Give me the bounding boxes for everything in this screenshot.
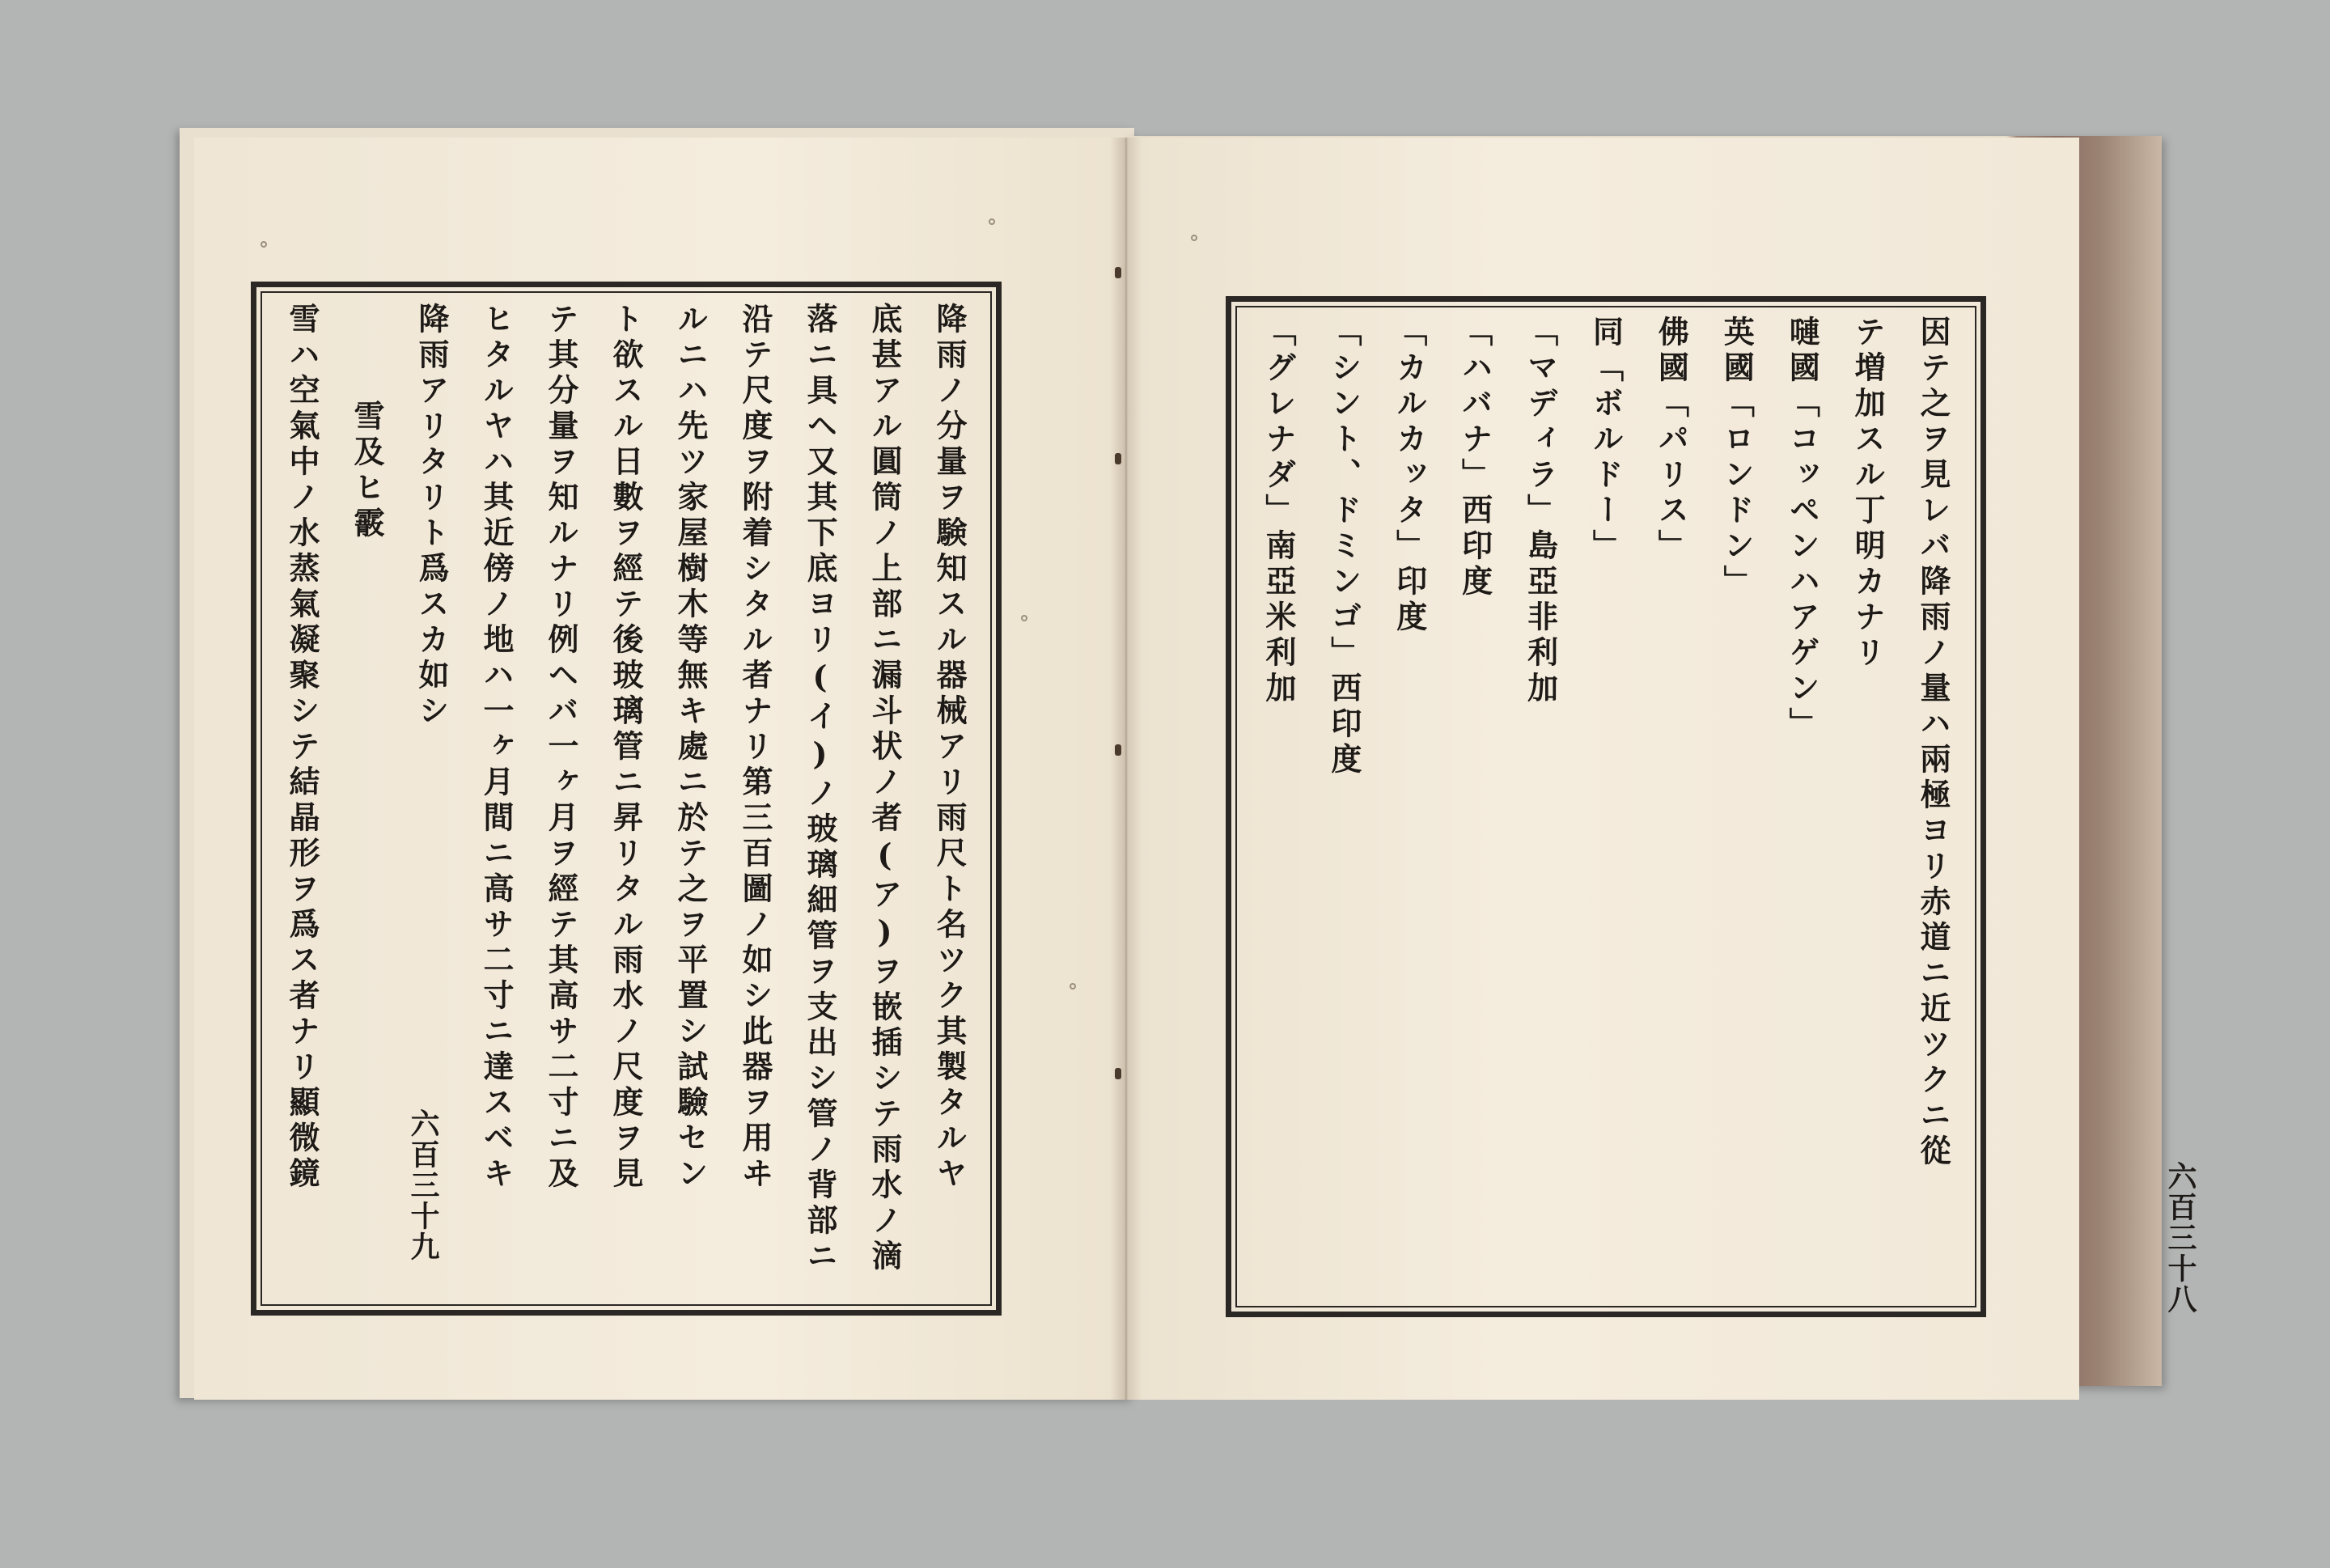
text-column: テ其分量ヲ知ルナリ例ヘバ一ヶ月ヲ經テ其高サ二寸ニ及 (543, 303, 579, 1193)
rainfall-entry (1442, 316, 1508, 1303)
location-name: 「グレナダ」南亞米利加 (1260, 316, 1297, 707)
text-column: ヒタルヤハ其近傍ノ地ハ一ヶ月間ニ高サ二寸ニ達スベキ (478, 303, 515, 1193)
rainfall-entry (1574, 316, 1639, 1303)
page-number-left: 六百三十九 (406, 1108, 440, 1262)
left-page-text (270, 303, 982, 1298)
right-page-text (1246, 316, 1966, 1303)
binding-stitch (1115, 744, 1121, 756)
text-column: 底甚アル圓筒ノ上部ニ漏斗状ノ者(ア)ヲ嵌插シテ雨水ノ滴 (866, 303, 903, 1275)
open-book (180, 121, 2197, 1408)
location-name: 「カルカッタ」印度 (1391, 316, 1428, 636)
location-name: 「マディラ」島亞非利加 (1522, 316, 1559, 707)
page-number-right: 六百三十八 (2163, 1161, 2197, 1315)
text-column: 降雨アリタリト爲スカ如シ (413, 303, 450, 730)
text-column: 雪ハ空氣中ノ水蒸氣凝聚シテ結晶形ヲ爲ス者ナリ顯微鏡 (284, 303, 320, 1193)
text-column: 落ニ具ヘ又其下底ヨリ(イ)ノ玻璃細管ヲ支出シ管ノ背部ニ (802, 303, 838, 1275)
text-column: 沿テ尺度ヲ附着シタル者ナリ第三百圖ノ如シ此器ヲ用ヰ (737, 303, 773, 1193)
paper-speck (989, 218, 995, 225)
text-column: 因テ之ヲ見レバ降雨ノ量ハ兩極ヨリ赤道ニ近ツクニ從 (1915, 316, 1951, 1170)
location-name: 英國「ロンドン」 (1718, 316, 1756, 600)
paper-speck (1191, 235, 1197, 241)
rainfall-entry (1311, 316, 1377, 1303)
rainfall-entry (1508, 316, 1574, 1303)
rainfall-entry (1377, 316, 1442, 1303)
location-name: 「ハバナ」西印度 (1456, 316, 1493, 600)
paper-speck (1021, 615, 1027, 621)
text-column: テ増加スル丁明カナリ (1849, 316, 1887, 672)
paper-speck (261, 241, 267, 248)
section-heading: 雪及ヒ霰 (349, 400, 385, 542)
location-name: 「シント、ドミンゴ」西印度 (1325, 316, 1362, 778)
location-name: 嗹國「コッペンハアゲン」 (1784, 316, 1821, 743)
book-gutter (1110, 138, 1142, 1400)
paper-speck (1070, 983, 1076, 990)
text-column: 降雨ノ分量ヲ験知スル器械アリ雨尺ト名ツク其製タルヤ (931, 303, 968, 1193)
rainfall-entry (1246, 316, 1311, 1303)
rainfall-entry (1638, 316, 1704, 1303)
location-name: 佛國「パリス」 (1653, 316, 1690, 565)
rainfall-entry (1769, 316, 1835, 1303)
binding-stitch (1115, 1068, 1121, 1079)
rainfall-entry (1704, 316, 1769, 1303)
location-name: 同「ボルドー」 (1587, 316, 1625, 565)
text-column: ト欲スル日數ヲ經テ後玻璃管ニ昇リタル雨水ノ尺度ヲ見 (608, 303, 644, 1193)
binding-stitch (1115, 453, 1121, 464)
text-column: ルニハ先ツ家屋樹木等無キ處ニ於テ之ヲ平置シ試驗セン (672, 303, 709, 1193)
binding-stitch (1115, 267, 1121, 278)
